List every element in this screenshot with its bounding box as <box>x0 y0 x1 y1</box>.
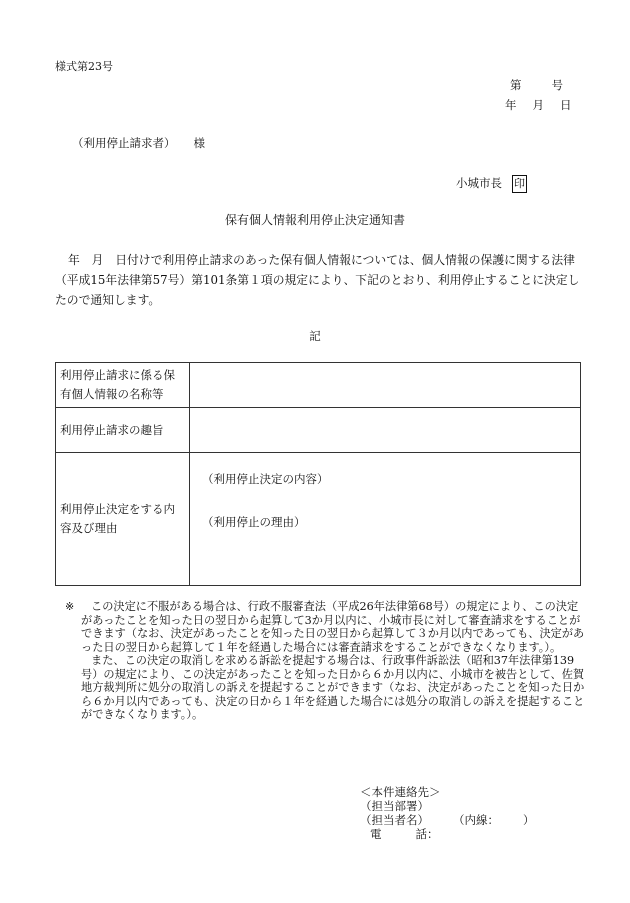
table-row <box>56 408 581 453</box>
contact-dept: （担当部署） <box>360 799 429 813</box>
addressee-label: （利用停止請求者） <box>72 136 176 150</box>
document-date <box>505 97 572 113</box>
contact-phone-b: 話： <box>415 827 439 841</box>
row-label-info-name: 利用停止請求に係る保有個人情報の名称等 <box>56 363 190 408</box>
addressee-honorific: 様 <box>193 136 205 150</box>
date-year: 年 <box>505 98 517 112</box>
contact-phone <box>360 827 535 841</box>
contact-ext-close: ） <box>523 813 535 827</box>
table-row <box>56 363 581 408</box>
doc-no-prefix: 第 <box>510 78 522 92</box>
contact-ext-open: （内線： <box>453 813 499 827</box>
contact-phone-a: 電 <box>370 827 382 841</box>
document-title: 保有個人情報利用停止決定通知書 <box>224 213 405 227</box>
info-table <box>55 362 581 586</box>
table-row <box>56 453 581 586</box>
sender <box>456 175 527 193</box>
contact-heading: ＜本件連絡先＞ <box>360 785 441 799</box>
doc-no-suffix: 号 <box>551 78 563 92</box>
document-number <box>510 77 563 93</box>
note-mark: ※ <box>65 600 75 613</box>
addressee <box>72 135 205 151</box>
row-label-decision: 利用停止決定をする内容及び理由 <box>56 453 190 586</box>
row-value-info-name <box>190 363 581 408</box>
contact-person-label: （担当者名） <box>360 813 429 827</box>
row-value-purpose <box>190 408 581 453</box>
note-paragraph-2: また、この決定の取消しを求める訴訟を提起する場合は、行政事件訴訟法（昭和37年法律第139号）の規定により、この決定があったことを知った日から６か月以内に、小城市を被告として、佐賀地方裁判所に処分の取消しの訴えを提起することができます（なお、決定があったことを知った日から６か月以内であっても、決定の日から１年を経過した場合には処分の取消しの訴えを提起することができなくなります。）。 <box>81 654 585 721</box>
sender-name: 小城市長 <box>456 176 502 190</box>
ki-heading: 記 <box>309 329 321 343</box>
appeal-note <box>65 600 585 722</box>
form-number: 様式第23号 <box>55 60 113 73</box>
decision-content-label: （利用停止決定の内容） <box>202 472 329 486</box>
contact-person <box>360 813 535 827</box>
body-text: 年 月 日付けで利用停止請求のあった保有個人情報については、個人情報の保護に関する法律（平成15年法律第57号）第101条第１項の規定により、下記のとおり、利用停止することに決定したので通知します。 <box>55 253 580 307</box>
date-day: 日 <box>560 98 572 112</box>
note-paragraph-1: この決定に不服がある場合は、行政不服審査法（平成26年法律第68号）の規定により、この決定があったことを知った日の翌日から起算して3か月以内に、小城市長に対して審査請求をすることができます（なお、決定があったことを知った日の翌日から起算して３か月以内であっても、決定があった日の翌日から起算して１年を経過した場合には審査請求をすることができなくなります。）。 <box>81 600 585 654</box>
date-month: 月 <box>532 98 544 112</box>
row-label-purpose: 利用停止請求の趣旨 <box>56 408 190 453</box>
decision-reason-label: （利用停止の理由） <box>202 515 306 529</box>
seal-mark: 印 <box>512 175 527 193</box>
body-paragraph <box>55 250 580 310</box>
row-value-decision <box>190 453 581 586</box>
contact-block <box>360 785 535 841</box>
